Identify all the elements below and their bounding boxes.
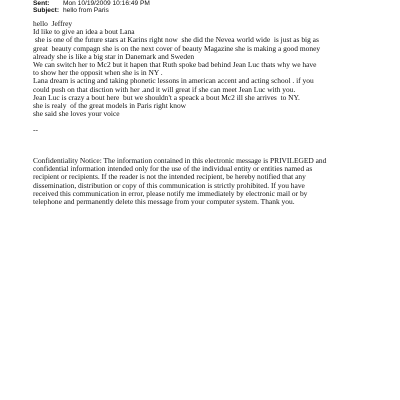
message-line: We can switch her to Mc2 but it hapen that Ruth spoke bad behind Jean Luc thats why we have xyxy=(33,59,317,69)
message-line: she is realy of the great models in Paris right know xyxy=(33,100,187,110)
sent-value: Mon 10/19/2009 10:16:49 PM xyxy=(63,0,150,7)
email-header xyxy=(33,0,373,14)
subject-row xyxy=(33,7,373,14)
notice-line: received this communication in error, please notify me immediately by electronic mail or by xyxy=(33,188,308,198)
message-line: hello Jeffrey xyxy=(33,19,73,28)
message-line: already she is like a big star in Danemark and Sweden xyxy=(33,51,195,61)
message-line: Jean Luc is crazy a bout here but we shouldn't a speack a bout Mc2 ill she arrives to NY. xyxy=(33,92,300,102)
message-line: to show her the opposit when she is in NY . xyxy=(33,68,163,78)
message-line: could push on that disction with her .and it will great if she can meet Jean Luc with you. xyxy=(33,84,296,94)
message-line: Id like to give an idea a bout Lana xyxy=(33,27,135,37)
notice-line: Confidentiality Notice: The information contained in this electronic message is PRIVILEGED and xyxy=(33,156,327,165)
sent-label: Sent: xyxy=(33,0,50,7)
message-body xyxy=(33,20,378,134)
message-line: she is one of the future stars at Karins right now she did the Nevea world wide is just as big as xyxy=(33,35,319,45)
spacer xyxy=(33,118,378,126)
confidentiality-notice xyxy=(33,157,378,206)
notice-line: dissemination, distribution or copy of this communication is strictly prohibited. If you have xyxy=(33,180,305,190)
message-line: Lana dream is acting and taking phonetic lessons in american accent and acting school . if you xyxy=(33,76,314,86)
message-line: great beauty compagn she is on the next cover of beauty Magazine she is making a good money xyxy=(33,43,321,53)
subject-value: hello from Paris xyxy=(63,7,109,14)
signature-separator: -- xyxy=(33,125,38,135)
sent-row xyxy=(33,0,373,7)
message-line: she said she loves your voice xyxy=(33,109,120,119)
notice-line: confidential information intended only for the use of the individual entity or entities named as xyxy=(33,164,313,174)
subject-label: Subject: xyxy=(33,7,60,14)
notice-line: recipient or recipients. If the reader is not the intended recipient, be hereby notified that any xyxy=(33,172,306,182)
notice-line: telephone and permanently delete this message from your computer system. Thank you. xyxy=(33,196,295,206)
